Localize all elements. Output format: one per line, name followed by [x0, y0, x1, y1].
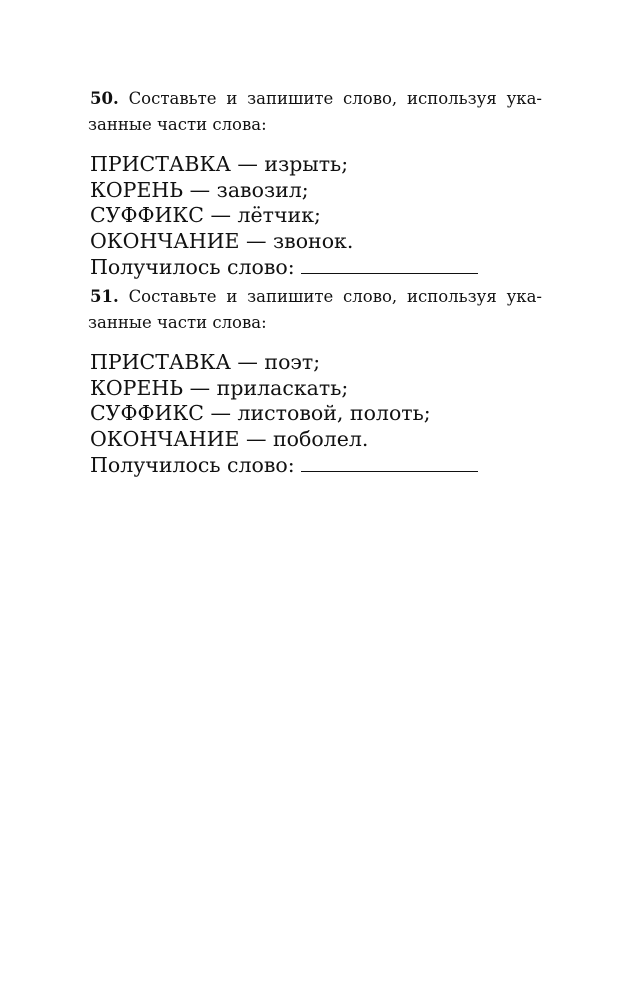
root-line: КОРЕНЬ — приласкать;	[90, 375, 349, 400]
suffix-line: СУФФИКС — листовой, полоть;	[90, 401, 431, 426]
ending-line: ОКОНЧАНИЕ — звонок.	[90, 229, 354, 254]
task-text: Составьте и запишите слово, используя ука-	[128, 89, 543, 108]
exercise-number: 50.	[90, 89, 119, 108]
exercise-task	[90, 86, 542, 138]
task-line	[90, 284, 542, 310]
task-text-continuation: занные части слова:	[88, 115, 267, 134]
result-line	[90, 453, 542, 479]
ending-line: ОКОНЧАНИЕ — поболел.	[90, 427, 369, 452]
answer-blank[interactable]	[301, 255, 478, 274]
word-parts-list	[90, 350, 542, 479]
result-label: Получилось слово:	[90, 452, 295, 477]
result-line	[90, 255, 542, 281]
word-parts-list	[90, 152, 542, 281]
prefix-line: ПРИСТАВКА — поэт;	[90, 350, 321, 374]
answer-blank[interactable]	[301, 453, 478, 472]
exercise-number: 51.	[90, 287, 119, 306]
root-line: КОРЕНЬ — завозил;	[90, 177, 309, 202]
exercise-50	[90, 86, 542, 281]
exercise-51	[90, 284, 542, 479]
exercise-task	[90, 284, 542, 336]
task-text-continuation: занные части слова:	[88, 313, 267, 332]
task-line	[90, 86, 542, 112]
result-label: Получилось слово:	[90, 254, 295, 279]
prefix-line: ПРИСТАВКА — изрыть;	[90, 152, 349, 176]
suffix-line: СУФФИКС — лётчик;	[90, 203, 321, 228]
task-text: Составьте и запишите слово, используя ука-	[128, 287, 543, 306]
